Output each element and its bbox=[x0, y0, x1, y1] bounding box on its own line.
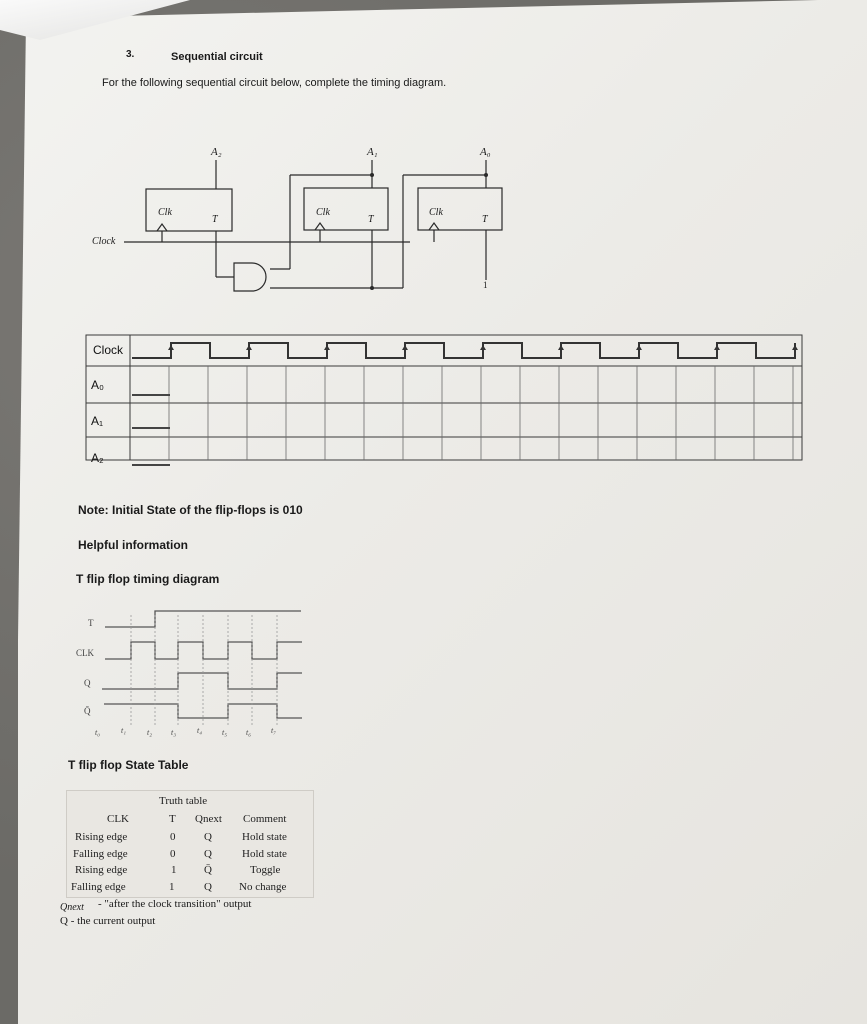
label-a1: A₁ bbox=[367, 146, 378, 158]
footnote-qnext: - "after the clock transition" output bbox=[98, 898, 252, 910]
row2-clk: Falling edge bbox=[73, 848, 128, 860]
question-number: 3. bbox=[126, 49, 135, 60]
clock-input-label: Clock bbox=[92, 236, 116, 247]
time-label: t₆ bbox=[246, 728, 252, 737]
ff-a2-t-label: T bbox=[212, 214, 218, 225]
row1-clk: Rising edge bbox=[75, 831, 128, 843]
footnote-q: Q - the current output bbox=[60, 915, 156, 927]
row3-q: Q̄ bbox=[204, 864, 212, 876]
row4-t: 1 bbox=[169, 881, 175, 893]
helpful-info-heading: Helpful information bbox=[78, 538, 188, 552]
tff-timing-heading: T flip flop timing diagram bbox=[76, 572, 220, 586]
initial-state-note: Note: Initial State of the flip-flops is 010 bbox=[78, 503, 303, 517]
row2-comment: Hold state bbox=[242, 848, 287, 860]
row-label-a0: A₀ bbox=[91, 378, 104, 392]
footnote-qnext-symbol: Qnext bbox=[60, 902, 84, 913]
ex-signal-qbar: Q̄ bbox=[84, 706, 91, 716]
row1-q: Q bbox=[204, 831, 212, 843]
ff-a2-clk-label: Clk bbox=[158, 207, 172, 218]
time-label: t₀ bbox=[95, 728, 101, 737]
tff-state-table-heading: T flip flop State Table bbox=[68, 758, 189, 772]
constant-one-label: 1 bbox=[483, 280, 488, 290]
row2-t: 0 bbox=[170, 848, 176, 860]
row1-comment: Hold state bbox=[242, 831, 287, 843]
ff-a0-clk-label: Clk bbox=[429, 207, 443, 218]
row2-q: Q bbox=[204, 848, 212, 860]
label-a2: A₂ bbox=[211, 146, 222, 158]
ff-a0-t-label: T bbox=[482, 214, 488, 225]
ex-signal-q: Q bbox=[84, 678, 91, 688]
row4-comment: No change bbox=[239, 881, 287, 893]
row4-q: Q bbox=[204, 881, 212, 893]
header-t: T bbox=[169, 813, 176, 825]
time-label: t₇ bbox=[271, 726, 277, 735]
ff-a1-clk-label: Clk bbox=[316, 207, 330, 218]
time-label: t₅ bbox=[222, 728, 228, 737]
row-label-clock: Clock bbox=[93, 343, 124, 357]
row-label-a2: A₂ bbox=[91, 451, 104, 465]
ff-a1-t-label: T bbox=[368, 214, 374, 225]
ex-signal-t: T bbox=[88, 618, 94, 628]
header-qnext: Qnext bbox=[195, 813, 222, 825]
row-label-a1: A₁ bbox=[91, 414, 104, 428]
row3-clk: Rising edge bbox=[75, 864, 128, 876]
header-comment: Comment bbox=[243, 813, 287, 825]
ex-signal-clk: CLK bbox=[76, 648, 94, 658]
question-title: Sequential circuit bbox=[171, 51, 263, 63]
row3-comment: Toggle bbox=[250, 864, 281, 876]
header-clk: CLK bbox=[107, 813, 129, 825]
time-label: t₃ bbox=[171, 728, 177, 737]
row4-clk: Falling edge bbox=[71, 881, 126, 893]
time-label: t₂ bbox=[147, 728, 153, 737]
instruction-text: For the following sequential circuit below, complete the timing diagram. bbox=[102, 77, 447, 89]
time-label: t₄ bbox=[197, 726, 203, 735]
truth-table-title: Truth table bbox=[159, 795, 208, 807]
row3-t: 1 bbox=[171, 864, 177, 876]
truth-table bbox=[66, 790, 314, 898]
label-a0: A₀ bbox=[480, 146, 491, 158]
row1-t: 0 bbox=[170, 831, 176, 843]
time-label: t₁ bbox=[121, 726, 127, 735]
